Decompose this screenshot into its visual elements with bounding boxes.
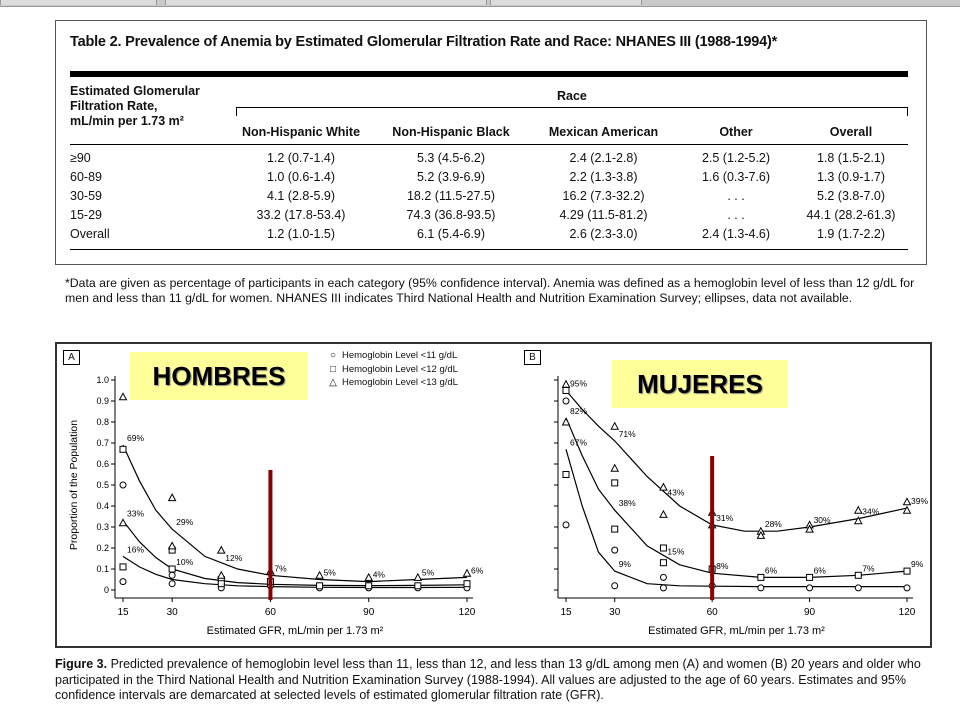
circle-marker (612, 583, 618, 589)
data-label: 5% (421, 567, 435, 578)
y-tick-label: 0.3 (96, 522, 109, 532)
row-label: 30-59 (70, 189, 102, 203)
x-tick-label: 60 (264, 607, 276, 618)
table-cell: 1.0 (0.6-1.4) (266, 170, 336, 184)
square-marker (807, 574, 813, 580)
circle-marker (807, 585, 813, 591)
row-label: 60-89 (70, 170, 102, 184)
table-cell: 4.1 (2.8-5.9) (266, 189, 336, 203)
table-cell: . . . (727, 189, 745, 203)
caption-text: Predicted prevalence of hemoglobin level less than 11, less than 12, and less than 13 g/dL among men (A) and women (B) 20 years and older who participated in the Third National Health and Nutrition Examination Survey (1988-1994). All values are adjusted to the age of 60 years. Estimates and 95% confidence intervals are demarcated at selected levels of estimated glomerular filtration rate (GFR). (55, 657, 921, 702)
legend-label: Hemoglobin Level <13 g/dL (342, 377, 458, 388)
circle-marker (660, 585, 666, 591)
square-marker (660, 560, 666, 566)
table-cell: 2.4 (2.1-2.8) (569, 151, 638, 165)
x-tick-label: 60 (706, 607, 718, 618)
panel-label-a: A (63, 350, 80, 365)
table-cell: 2.5 (1.2-5.2) (701, 151, 771, 165)
table-cell: 5.3 (4.5-6.2) (416, 151, 486, 165)
row-header-line: Filtration Rate, (70, 99, 158, 113)
y-tick-label: 0.2 (96, 543, 109, 553)
square-marker (758, 574, 764, 580)
square-marker (660, 545, 666, 551)
data-label: 38% (618, 498, 636, 509)
data-label: 33% (127, 508, 145, 519)
y-tick-label: 0.5 (96, 480, 109, 490)
legend-item (328, 376, 458, 390)
y-tick-label: 0.1 (96, 564, 109, 574)
panel-label-b: B (524, 350, 541, 365)
row-header-line: Estimated Glomerular (70, 84, 200, 98)
triangle-marker (904, 498, 911, 505)
table-cell: 1.6 (0.3-7.6) (701, 170, 771, 184)
table-cell: 4.29 (11.5-81.2) (559, 208, 648, 222)
y-tick-label: 0.8 (96, 417, 109, 427)
triangle-marker (660, 511, 667, 518)
row-header-line: mL/min per 1.73 m² (70, 114, 184, 128)
legend (328, 349, 458, 390)
triangle-marker (855, 507, 862, 514)
data-label: 39% (911, 496, 929, 507)
legend-item (328, 363, 458, 377)
sign-men: HOMBRES (130, 352, 308, 400)
circle-marker (660, 574, 666, 580)
triangle-marker (660, 484, 667, 491)
column-header: Overall (829, 125, 873, 139)
triangle-marker (563, 419, 570, 426)
data-label: 29% (176, 517, 194, 528)
sign-women: MUJERES (612, 360, 788, 408)
column-header: Non-Hispanic Black (392, 125, 510, 139)
table-cell: 2.4 (1.3-4.6) (701, 227, 771, 241)
data-label: 71% (618, 428, 636, 439)
data-label: 10% (176, 557, 194, 567)
square-marker (855, 572, 861, 578)
table-cell: 18.2 (11.5-27.5) (406, 189, 496, 203)
table-cell: 5.2 (3.8-7.0) (816, 189, 886, 203)
fit-curve (566, 418, 907, 578)
table-title: Table 2. Prevalence of Anemia by Estimated Glomerular Filtration Rate and Race: NHANES III (1988-1994)* (70, 34, 778, 50)
y-axis-label: Proportion of the Population (68, 419, 80, 551)
table-cell: 2.2 (1.3-3.8) (569, 170, 638, 184)
row-label: Overall (70, 227, 110, 241)
x-tick-label: 120 (898, 607, 916, 618)
table-cell: 44.1 (28.2-61.3) (806, 208, 896, 222)
square-marker (563, 388, 569, 394)
data-label: 82% (570, 405, 588, 416)
square-marker (904, 568, 910, 574)
data-label: 28% (764, 519, 782, 530)
row-label: 15-29 (70, 208, 102, 222)
square-marker (612, 480, 618, 486)
x-axis-label: Estimated GFR, mL/min per 1.73 m² (648, 625, 825, 637)
data-label: 5% (323, 567, 336, 578)
data-label: 6% (471, 565, 484, 576)
data-label: 6% (813, 565, 826, 576)
x-axis-label: Estimated GFR, mL/min per 1.73 m² (206, 625, 384, 637)
circle-marker (563, 398, 569, 404)
row-label: ≥90 (70, 151, 91, 165)
data-label: 8% (716, 561, 729, 572)
x-tick-label: 90 (804, 607, 816, 618)
triangle-marker (611, 465, 618, 472)
table-cell: 6.1 (5.4-6.9) (416, 227, 486, 241)
column-header: Non-Hispanic White (241, 125, 361, 139)
data-label: 69% (127, 433, 145, 444)
data-label: 15% (667, 546, 685, 557)
table-cell: 1.2 (0.7-1.4) (266, 151, 336, 165)
x-tick-label: 15 (560, 607, 572, 618)
caption-label: Figure 3. (55, 657, 108, 671)
x-tick-label: 120 (458, 607, 476, 618)
table-cell: 1.2 (1.0-1.5) (266, 227, 336, 241)
fit-curve (566, 391, 907, 532)
data-label: 16% (127, 544, 145, 555)
circle-marker-icon: ○ (329, 350, 337, 361)
table-cell: 16.2 (7.3-32.2) (562, 189, 645, 203)
data-label: 43% (667, 487, 685, 498)
y-tick-label: 0.4 (96, 501, 109, 511)
x-tick-label: 30 (609, 607, 621, 618)
triangle-marker (904, 507, 911, 514)
table-cell: 1.3 (0.9-1.7) (816, 170, 886, 184)
x-tick-label: 90 (363, 607, 375, 618)
circle-marker (904, 585, 910, 591)
y-tick-label: 0.6 (96, 459, 109, 469)
data-label: 6% (764, 565, 778, 576)
table-cell: 33.2 (17.8-53.4) (256, 208, 346, 222)
square-marker-icon: □ (329, 363, 337, 375)
figure-caption (55, 657, 935, 704)
data-label: 4% (372, 569, 386, 580)
data-label: 30% (813, 515, 831, 525)
legend-label: Hemoglobin Level <11 g/dL (342, 350, 458, 361)
table-footnote: *Data are given as percentage of participants in each category (95% confidence interval). Anemia was defined as a hemoglobin level of less than 12 g/dL for men and less than 11 g/dL for women. NHANES III indicates Third National Health and Nutrition Examination Survey; ellipses, data not available. (65, 276, 915, 305)
column-header: Other (719, 125, 753, 139)
data-label: 12% (225, 552, 243, 563)
x-tick-label: 30 (166, 607, 178, 618)
data-label: 31% (716, 512, 734, 523)
data-label: 95% (570, 378, 588, 389)
circle-marker (563, 522, 569, 528)
y-tick-label: 0.7 (96, 438, 109, 448)
triangle-marker-icon: △ (329, 377, 337, 388)
legend-item (328, 349, 458, 363)
column-header: Mexican American (548, 125, 659, 139)
square-marker (563, 472, 569, 478)
triangle-marker (611, 423, 618, 430)
data-label: 9% (618, 559, 632, 570)
table-cell: 2.6 (2.3-3.0) (569, 227, 638, 241)
circle-marker (758, 585, 764, 591)
y-tick-label: 1.0 (96, 375, 109, 385)
table-cell: 1.9 (1.7-2.2) (816, 227, 886, 241)
data-label: 34% (862, 506, 880, 517)
triangle-marker (563, 381, 570, 388)
circle-marker (855, 585, 861, 591)
race-group-header: Race (557, 89, 587, 103)
table-cell: 5.2 (3.9-6.9) (416, 170, 486, 184)
x-tick-label: 15 (117, 607, 129, 618)
y-tick-label: 0 (103, 585, 109, 595)
table-cell: 74.3 (36.8-93.5) (406, 208, 496, 222)
table-cell: . . . (727, 208, 745, 222)
data-label: 67% (570, 437, 588, 448)
legend-label: Hemoglobin Level <12 g/dL (342, 363, 458, 375)
circle-marker (612, 547, 618, 553)
data-label: 9% (911, 559, 924, 570)
data-label: 7% (862, 563, 875, 574)
square-marker (612, 526, 618, 532)
data-label: 7% (274, 563, 287, 574)
table-cell: 1.8 (1.5-2.1) (816, 151, 886, 165)
y-tick-label: 0.9 (96, 396, 109, 406)
